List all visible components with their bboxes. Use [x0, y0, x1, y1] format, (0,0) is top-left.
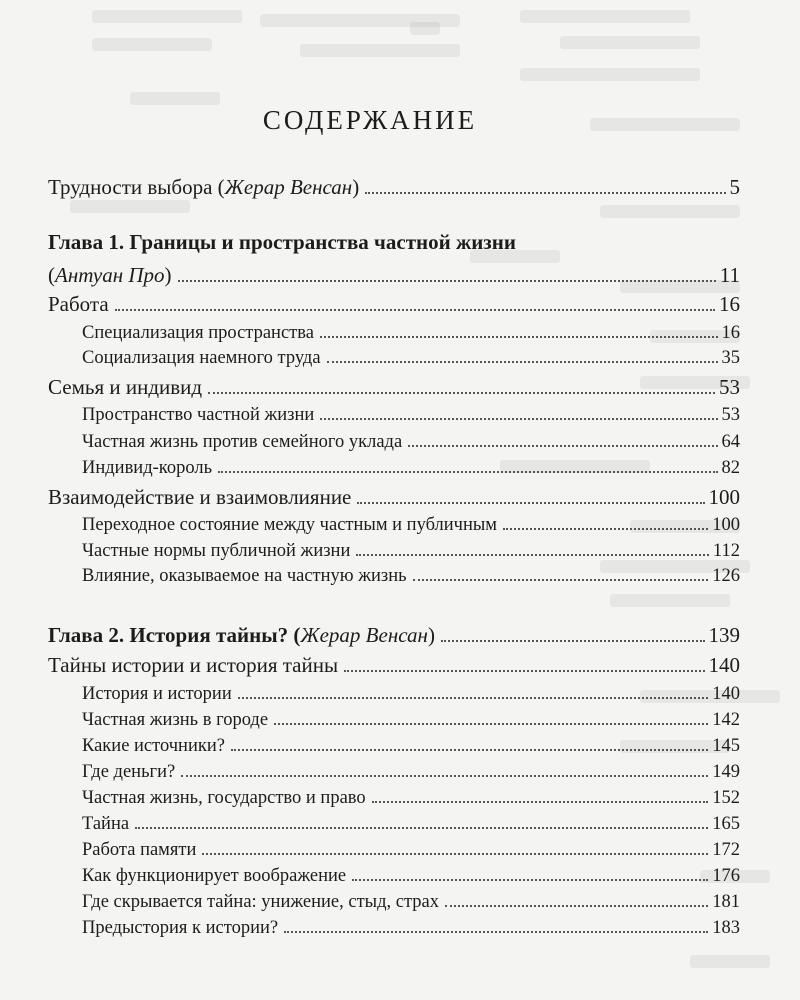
toc-page-number: 126	[712, 566, 740, 586]
toc-entry-text: Влияние, оказываемое на частную жизнь	[82, 566, 407, 586]
dot-leader	[357, 501, 704, 504]
toc-page-number: 139	[708, 623, 740, 647]
toc-entry-row	[48, 623, 740, 648]
toc-page-number: 165	[712, 814, 740, 834]
dot-leader	[274, 722, 708, 725]
toc-entry-text: Работа	[48, 292, 109, 316]
toc-entry	[0, 449, 800, 479]
toc-page-number: 53	[719, 375, 740, 399]
toc-page-number: 16	[719, 292, 740, 316]
toc-entry-text: Тайны истории и история тайны	[48, 653, 339, 677]
toc-entry-text: Предыстория к истории?	[82, 918, 279, 938]
toc-entry	[0, 396, 800, 426]
toc-entry-title	[82, 348, 321, 369]
page-title: СОДЕРЖАНИЕ	[262, 105, 478, 135]
dot-leader	[372, 800, 709, 803]
toc-entry-text: Частная жизнь против семейного уклада	[82, 432, 403, 452]
toc-page-number: 53	[721, 405, 740, 425]
toc-entry-author: Жерар Венсан	[224, 175, 353, 199]
toc-entry-text: Индивид-король	[82, 458, 213, 478]
toc-entry-text: Частные нормы публичной жизни	[82, 541, 351, 561]
toc-entry-text: Тайна	[82, 814, 130, 834]
toc-entry-text: Частная жизнь, государство и право	[82, 788, 366, 808]
toc-entry	[0, 258, 800, 288]
toc-page-number: 176	[712, 866, 740, 886]
toc-page-number: 16	[721, 323, 740, 343]
toc-entry-paren: )	[427, 623, 435, 647]
dot-leader	[181, 774, 708, 777]
dot-leader	[135, 826, 708, 829]
dot-leader	[352, 878, 708, 881]
toc-entry-row	[82, 918, 740, 939]
toc-entry-text: Где деньги?	[82, 762, 176, 782]
toc-page-number: 142	[712, 710, 740, 730]
dot-leader	[238, 696, 709, 699]
dot-leader	[202, 852, 708, 855]
toc-page-number: 140	[708, 653, 740, 677]
toc-page-number: 64	[721, 432, 740, 452]
toc-entry-text: Работа памяти	[82, 840, 197, 860]
toc-page-number: 149	[712, 762, 740, 782]
toc-entry-row	[48, 230, 740, 255]
dot-leader	[320, 335, 718, 338]
toc-entry-author: Жерар Венсан	[300, 623, 428, 647]
toc-entry-text: Специализация пространства	[82, 323, 314, 343]
dot-leader	[284, 930, 708, 933]
toc-entry-paren: )	[164, 263, 172, 287]
toc-entry	[0, 557, 800, 587]
toc-page-number: 35	[721, 348, 740, 368]
toc-page-number: 145	[712, 736, 740, 756]
toc-entry-title	[82, 918, 278, 939]
toc-entry-row	[48, 175, 740, 200]
toc-entry-text: Пространство частной жизни	[82, 405, 315, 425]
dot-leader	[413, 578, 709, 581]
toc-entry-text: Взаимодействие и взаимовлияние	[48, 485, 352, 509]
dot-leader	[178, 279, 716, 282]
toc-entry-title	[48, 623, 435, 648]
toc-entry-text: Какие источники?	[82, 736, 225, 756]
dot-leader	[231, 748, 708, 751]
toc-page-number: 82	[721, 458, 740, 478]
toc-entry-row	[48, 263, 740, 288]
toc-entry-text: Семья и индивид	[48, 375, 203, 399]
toc-page-number: 181	[712, 892, 740, 912]
toc-entry	[0, 339, 800, 369]
toc-entry-title	[48, 263, 172, 288]
toc-entry	[0, 170, 800, 200]
toc-entry-text: Как функционирует воображение	[82, 866, 347, 886]
toc-entry	[0, 287, 800, 317]
toc-page-number: 183	[712, 918, 740, 938]
toc-entry-author: Антуан Про	[55, 263, 165, 287]
toc-entry	[0, 225, 800, 255]
toc-entry-text: Социализация наемного труда	[82, 348, 321, 368]
toc-entry-text: (	[48, 263, 55, 287]
toc-entry-text: Глава 1. Границы и пространства частной жизни	[48, 230, 516, 254]
toc-page-number: 5	[729, 175, 740, 199]
toc-entry-title	[82, 458, 212, 479]
toc-page-number: 152	[712, 788, 740, 808]
dot-leader	[441, 639, 705, 642]
toc-page-number: 11	[719, 263, 740, 287]
toc-entry-paren: )	[352, 175, 360, 199]
dot-leader	[344, 669, 704, 672]
toc-entry	[0, 909, 800, 939]
dot-leader	[356, 553, 709, 556]
toc-entry-title	[48, 230, 516, 255]
dot-leader	[115, 308, 715, 311]
dot-leader	[218, 470, 717, 473]
toc-entry-text: Трудности выбора (	[48, 175, 225, 199]
toc-entry-row	[82, 458, 740, 479]
dot-leader	[445, 904, 708, 907]
toc-entry-text: История и истории	[82, 684, 232, 704]
toc-entry-text: Переходное состояние между частным и публичным	[82, 515, 498, 535]
toc-entry-title	[82, 566, 407, 587]
toc-page-number: 112	[712, 541, 740, 561]
toc-entry	[0, 648, 800, 678]
toc-entry-row	[82, 566, 740, 587]
toc-entry	[0, 618, 800, 648]
toc-entry-row	[82, 348, 740, 369]
dot-leader	[208, 391, 715, 394]
toc-page-number: 100	[712, 515, 740, 535]
toc-page-number: 100	[708, 485, 740, 509]
toc-entry-text: Глава 2. История тайны? (	[48, 623, 301, 647]
toc-entry-text: Где скрывается тайна: унижение, стыд, страх	[82, 892, 439, 912]
dot-leader	[503, 527, 708, 530]
dot-leader	[320, 417, 717, 420]
dot-leader	[408, 444, 717, 447]
toc-entry-text: Частная жизнь в городе	[82, 710, 269, 730]
dot-leader	[327, 360, 718, 363]
dot-leader	[365, 191, 725, 194]
toc-entry-title	[48, 175, 359, 200]
toc-page-number: 140	[712, 684, 740, 704]
toc-page-number: 172	[712, 840, 740, 860]
